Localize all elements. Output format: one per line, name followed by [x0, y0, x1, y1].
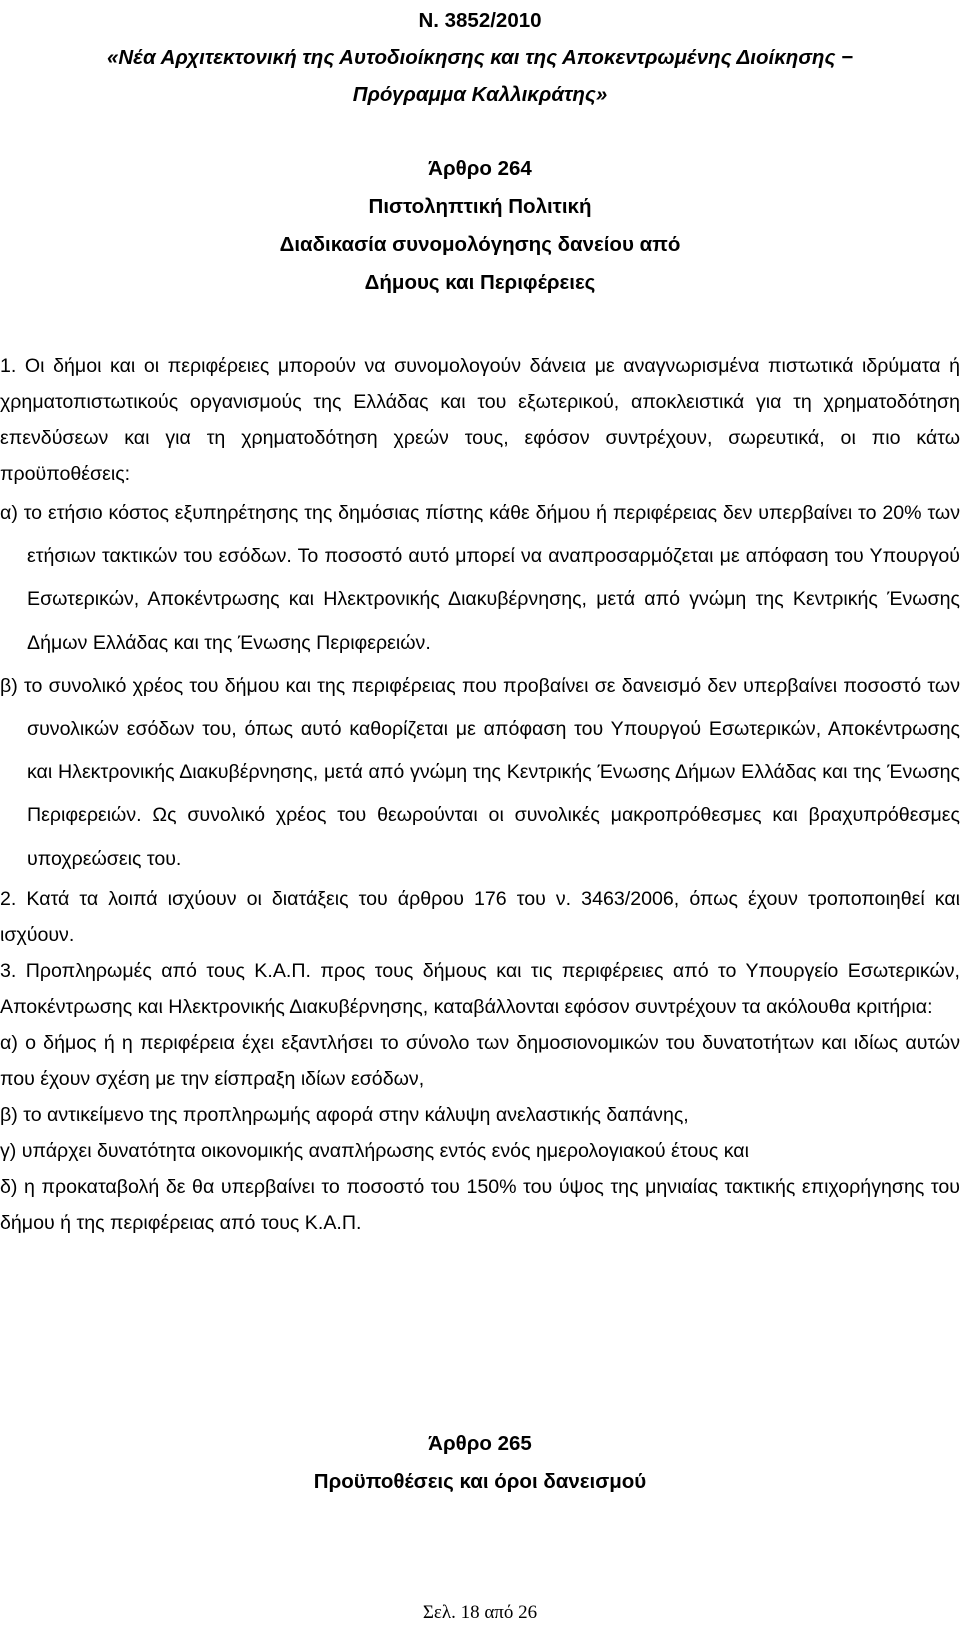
article-264-title-line-3: Δήμους και Περιφέρειες: [364, 271, 596, 294]
article-265-title: Προϋποθέσεις και όροι δανεισμού: [313, 1470, 647, 1493]
paragraph-1-item-a: α) το ετήσιο κόστος εξυπηρέτησης της δημόσιας πίστης κάθε δήμου ή περιφέρειας δεν υπερβαίνει το 20% των ετήσιων τακτικών του εσόδων. Το ποσοστό αυτό μπορεί να αναπροσαρμόζεται με απόφαση του Υπουργού Εσωτερικών, Αποκέντρωσης και Ηλεκτρονικής Διακυβέρνησης, μετά από γνώμη της Κεντρικής Ένωσης Δήμων Ελλάδας και της Ένωσης Περιφερειών.: [0, 502, 960, 654]
paragraph-3-item-d: δ) η προκαταβολή δε θα υπερβαίνει το ποσοστό του 150% του ύψος της μηνιαίας τακτικής επιχορήγησης του δήμου ή της περιφέρειας από τους Κ.Α.Π.: [0, 1175, 960, 1234]
article-265-heading: [0, 1425, 960, 1501]
law-header: [0, 2, 960, 113]
paragraph-3-item-c: γ) υπάρχει δυνατότητα οικονομικής αναπλήρωσης εντός ενός ημερολογιακού έτους και: [0, 1139, 749, 1162]
article-264-number: Άρθρο 264: [428, 157, 532, 180]
paragraph-1: 1. Οι δήμοι και οι περιφέρειες μπορούν να συνομολογούν δάνεια με αναγνωρισμένα πιστωτικά ιδρύματα ή χρηματοπιστωτικούς οργανισμούς της Ελλάδας και του εξωτερικού, αποκλειστικά για τη χρηματοδότηση επενδύσεων και για τη χρηματοδότηση χρεών τους, εφόσον συντρέχουν, σωρευτικά, οι πιο κάτω προϋποθέσεις:: [0, 355, 960, 485]
article-265-number: Άρθρο 265: [428, 1432, 532, 1455]
law-title-line-2: Πρόγραμμα Καλλικράτης»: [352, 83, 608, 106]
article-264-heading: [0, 150, 960, 302]
paragraph-3-item-b: β) το αντικείμενο της προπληρωμής αφορά στην κάλυψη ανελαστικής δαπάνης,: [0, 1103, 689, 1126]
paragraph-3: 3. Προπληρωμές από τους Κ.Α.Π. προς τους δήμους και τις περιφέρειες από το Υπουργείο Εσωτερικών, Αποκέντρωσης και Ηλεκτρονικής Διακυβέρνησης, καταβάλλονται εφόσον συντρέχουν τα ακόλουθα κριτήρια:: [0, 959, 960, 1018]
paragraph-1-item-b: β) το συνολικό χρέος του δήμου και της περιφέρειας που προβαίνει σε δανεισμό δεν υπερβαίνει ποσοστό των συνολικών εσόδων του, όπως αυτό καθορίζεται με απόφαση του Υπουργού Εσωτερικών, Αποκέντρωσης και Ηλεκτρονικής Διακυβέρνησης, μετά από γνώμη της Κεντρικής Ένωσης Δήμων Ελλάδας και της Ένωσης Περιφερειών. Ως συνολικό χρέος του θεωρούνται οι συνολικές μακροπρόθεσμες και βραχυπρόθεσμες υποχρεώσεις του.: [0, 674, 960, 870]
paragraph-3-item-a: α) ο δήμος ή η περιφέρεια έχει εξαντλήσει το σύνολο των δημοσιονομικών του δυνατοτήτων και ιδίως αυτών που έχουν σχέση με την είσπραξη ιδίων εσόδων,: [0, 1031, 960, 1090]
law-number: Ν. 3852/2010: [418, 9, 542, 32]
article-264-body: [0, 348, 960, 1241]
page-number: Σελ. 18 από 26: [422, 1602, 538, 1623]
paragraph-2: 2. Κατά τα λοιπά ισχύουν οι διατάξεις του άρθρου 176 του ν. 3463/2006, όπως έχουν τροποποιηθεί και ισχύουν.: [0, 887, 960, 946]
article-264-title-line-2: Διαδικασία συνομολόγησης δανείου από: [279, 233, 681, 256]
article-264-title-line-1: Πιστοληπτική Πολιτική: [368, 195, 592, 218]
law-title-line-1: «Νέα Αρχιτεκτονική της Αυτοδιοίκησης και της Αποκεντρωμένης Διοίκησης −: [106, 46, 854, 69]
